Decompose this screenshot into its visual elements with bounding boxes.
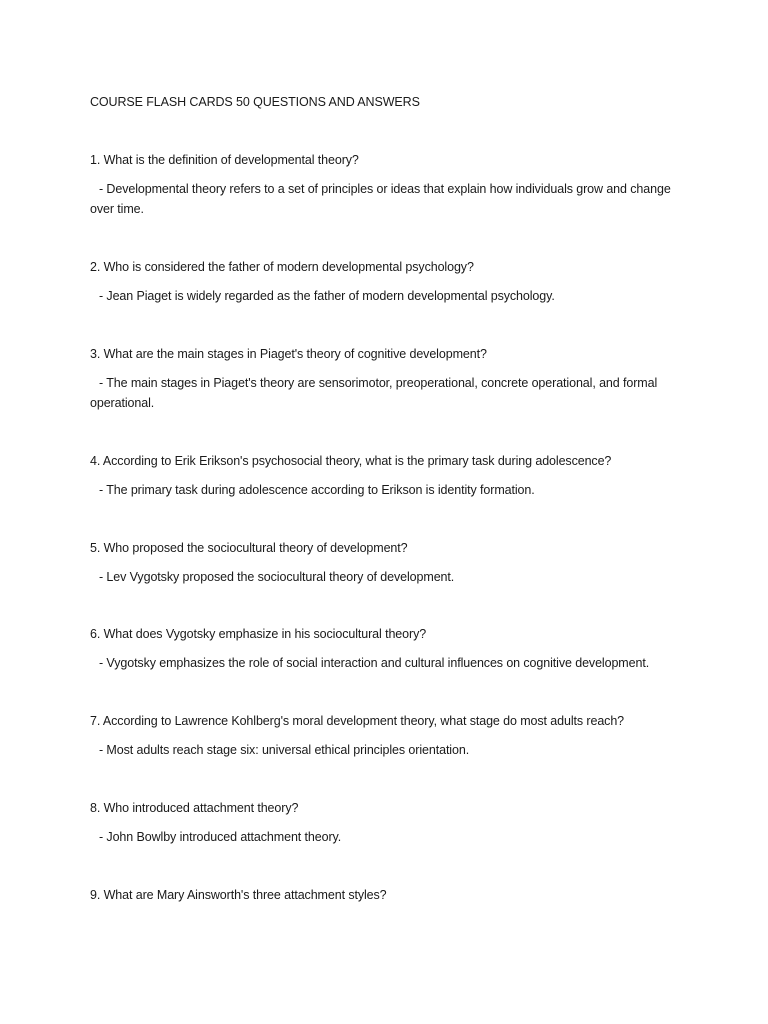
answer-text: - The main stages in Piaget's theory are sensorimotor, preoperational, concrete operational, and formal operational. — [90, 376, 658, 410]
qa-item-9 — [90, 886, 690, 904]
answer-row — [90, 828, 690, 848]
answer-text: - Jean Piaget is widely regarded as the father of modern developmental psychology. — [99, 289, 555, 303]
qa-item-6 — [90, 625, 690, 674]
question-text: 8. Who introduced attachment theory? — [90, 801, 299, 815]
answer-row — [90, 741, 690, 761]
qa-item-3 — [90, 345, 690, 413]
qa-item-8 — [90, 799, 690, 848]
question-text: 3. What are the main stages in Piaget's theory of cognitive development? — [90, 347, 487, 361]
answer-text: - Most adults reach stage six: universal ethical principles orientation. — [99, 743, 470, 757]
question-text: 9. What are Mary Ainsworth's three attachment styles? — [90, 888, 387, 902]
answer-text: - The primary task during adolescence according to Erikson is identity formation. — [99, 483, 535, 497]
question-text: 6. What does Vygotsky emphasize in his sociocultural theory? — [90, 627, 427, 641]
question-text: 7. According to Lawrence Kohlberg's moral development theory, what stage do most adults reach? — [90, 714, 625, 728]
answer-row — [90, 180, 690, 219]
answer-text: - Vygotsky emphasizes the role of social interaction and cultural influences on cognitive development. — [99, 656, 650, 670]
question-text: 1. What is the definition of developmental theory? — [90, 153, 359, 167]
question-text: 2. Who is considered the father of modern developmental psychology? — [90, 260, 474, 274]
question-text: 5. Who proposed the sociocultural theory of development? — [90, 541, 408, 555]
qa-item-1 — [90, 151, 690, 219]
answer-row — [90, 374, 690, 413]
answer-row — [90, 654, 690, 674]
answer-row — [90, 481, 690, 501]
qa-item-2 — [90, 258, 690, 307]
qa-item-4 — [90, 452, 690, 501]
answer-row — [90, 287, 690, 307]
qa-item-7 — [90, 712, 690, 761]
answer-text: - Developmental theory refers to a set of principles or ideas that explain how individuals grow and change over time. — [90, 182, 671, 216]
document-title: COURSE FLASH CARDS 50 QUESTIONS AND ANSWERS — [90, 95, 420, 109]
qa-item-5 — [90, 539, 690, 588]
answer-row — [90, 568, 690, 588]
question-text: 4. According to Erik Erikson's psychosocial theory, what is the primary task during adolescence? — [90, 454, 612, 468]
answer-text: - Lev Vygotsky proposed the sociocultural theory of development. — [99, 570, 455, 584]
answer-text: - John Bowlby introduced attachment theory. — [99, 830, 342, 844]
